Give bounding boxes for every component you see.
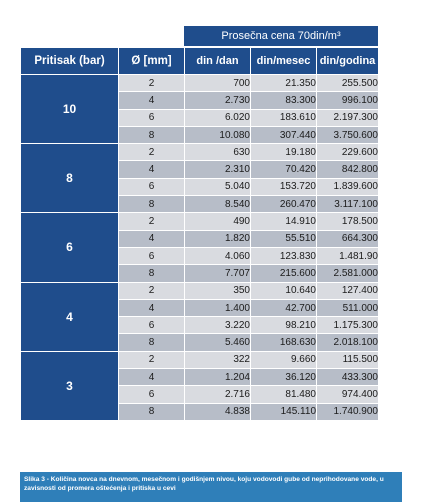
per-month-cell: 98.210 (251, 317, 317, 334)
diameter-cell: 2 (119, 213, 185, 230)
diameter-cell: 4 (119, 369, 185, 386)
column-header-per-year: din/godina (317, 48, 379, 75)
per-month-cell: 307.440 (251, 126, 317, 143)
per-month-cell: 21.350 (251, 75, 317, 92)
diameter-cell: 6 (119, 386, 185, 403)
per-day-cell: 5.460 (185, 334, 251, 351)
table-row (21, 282, 379, 299)
per-year-cell: 974.400 (317, 386, 379, 403)
per-month-cell: 83.300 (251, 92, 317, 109)
water-loss-table (20, 47, 379, 421)
figure-caption: Slika 3 - Količina novca na dnevnom, mesečnom i godišnjem nivou, koju vodovodi gube od neprihodovane vode, u zavisnosti od promera oštećenja i pritiska u cevi (20, 472, 402, 502)
per-day-cell: 2.716 (185, 386, 251, 403)
table-row (21, 144, 379, 161)
per-year-cell: 178.500 (317, 213, 379, 230)
diameter-cell: 2 (119, 144, 185, 161)
diameter-cell: 6 (119, 178, 185, 195)
per-year-cell: 127.400 (317, 282, 379, 299)
average-price-header: Prosečna cena 70din/m³ (184, 26, 378, 47)
diameter-cell: 4 (119, 230, 185, 247)
per-month-cell: 145.110 (251, 403, 317, 420)
per-year-cell: 2.197.300 (317, 109, 379, 126)
per-month-cell: 9.660 (251, 351, 317, 368)
per-month-cell: 42.700 (251, 299, 317, 316)
per-day-cell: 700 (185, 75, 251, 92)
table-header-row (21, 48, 379, 75)
per-day-cell: 1.820 (185, 230, 251, 247)
water-loss-table-figure (20, 26, 378, 421)
per-month-cell: 14.910 (251, 213, 317, 230)
diameter-cell: 4 (119, 92, 185, 109)
per-day-cell: 4.838 (185, 403, 251, 420)
diameter-cell: 4 (119, 299, 185, 316)
table-row (21, 351, 379, 368)
per-year-cell: 229.600 (317, 144, 379, 161)
column-header-per-day: din /dan (185, 48, 251, 75)
diameter-cell: 2 (119, 282, 185, 299)
per-day-cell: 6.020 (185, 109, 251, 126)
per-day-cell: 1.204 (185, 369, 251, 386)
per-month-cell: 260.470 (251, 196, 317, 213)
per-day-cell: 4.060 (185, 247, 251, 264)
pressure-cell: 4 (21, 282, 119, 351)
per-month-cell: 168.630 (251, 334, 317, 351)
per-month-cell: 19.180 (251, 144, 317, 161)
column-header-diameter: Ø [mm] (119, 48, 185, 75)
per-day-cell: 5.040 (185, 178, 251, 195)
per-year-cell: 1.175.300 (317, 317, 379, 334)
per-month-cell: 183.610 (251, 109, 317, 126)
per-month-cell: 153.720 (251, 178, 317, 195)
per-month-cell: 81.480 (251, 386, 317, 403)
per-year-cell: 1.740.900 (317, 403, 379, 420)
column-header-per-month: din/mesec (251, 48, 317, 75)
diameter-cell: 6 (119, 109, 185, 126)
pressure-cell: 10 (21, 75, 119, 144)
per-year-cell: 433.300 (317, 369, 379, 386)
diameter-cell: 6 (119, 247, 185, 264)
table-row (21, 213, 379, 230)
per-year-cell: 2.581.000 (317, 265, 379, 282)
per-year-cell: 996.100 (317, 92, 379, 109)
per-day-cell: 2.310 (185, 161, 251, 178)
per-day-cell: 350 (185, 282, 251, 299)
per-day-cell: 630 (185, 144, 251, 161)
per-year-cell: 255.500 (317, 75, 379, 92)
per-month-cell: 55.510 (251, 230, 317, 247)
diameter-cell: 8 (119, 126, 185, 143)
diameter-cell: 8 (119, 403, 185, 420)
per-day-cell: 2.730 (185, 92, 251, 109)
diameter-cell: 4 (119, 161, 185, 178)
per-day-cell: 490 (185, 213, 251, 230)
diameter-cell: 6 (119, 317, 185, 334)
table-body (21, 75, 379, 421)
per-year-cell: 115.500 (317, 351, 379, 368)
per-year-cell: 2.018.100 (317, 334, 379, 351)
diameter-cell: 8 (119, 196, 185, 213)
per-month-cell: 36.120 (251, 369, 317, 386)
per-day-cell: 3.220 (185, 317, 251, 334)
pressure-cell: 8 (21, 144, 119, 213)
table-row (21, 75, 379, 92)
per-day-cell: 1.400 (185, 299, 251, 316)
diameter-cell: 8 (119, 334, 185, 351)
per-day-cell: 7.707 (185, 265, 251, 282)
per-day-cell: 8.540 (185, 196, 251, 213)
per-day-cell: 10.080 (185, 126, 251, 143)
per-year-cell: 3.117.100 (317, 196, 379, 213)
per-month-cell: 10.640 (251, 282, 317, 299)
pressure-cell: 6 (21, 213, 119, 282)
per-year-cell: 3.750.600 (317, 126, 379, 143)
per-year-cell: 1.839.600 (317, 178, 379, 195)
pressure-cell: 3 (21, 351, 119, 420)
per-year-cell: 842.800 (317, 161, 379, 178)
per-month-cell: 215.600 (251, 265, 317, 282)
diameter-cell: 2 (119, 75, 185, 92)
per-month-cell: 123.830 (251, 247, 317, 264)
per-year-cell: 664.300 (317, 230, 379, 247)
per-day-cell: 322 (185, 351, 251, 368)
per-year-cell: 511.000 (317, 299, 379, 316)
diameter-cell: 2 (119, 351, 185, 368)
per-month-cell: 70.420 (251, 161, 317, 178)
per-year-cell: 1.481.90 (317, 247, 379, 264)
diameter-cell: 8 (119, 265, 185, 282)
column-header-pressure: Pritisak (bar) (21, 48, 119, 75)
